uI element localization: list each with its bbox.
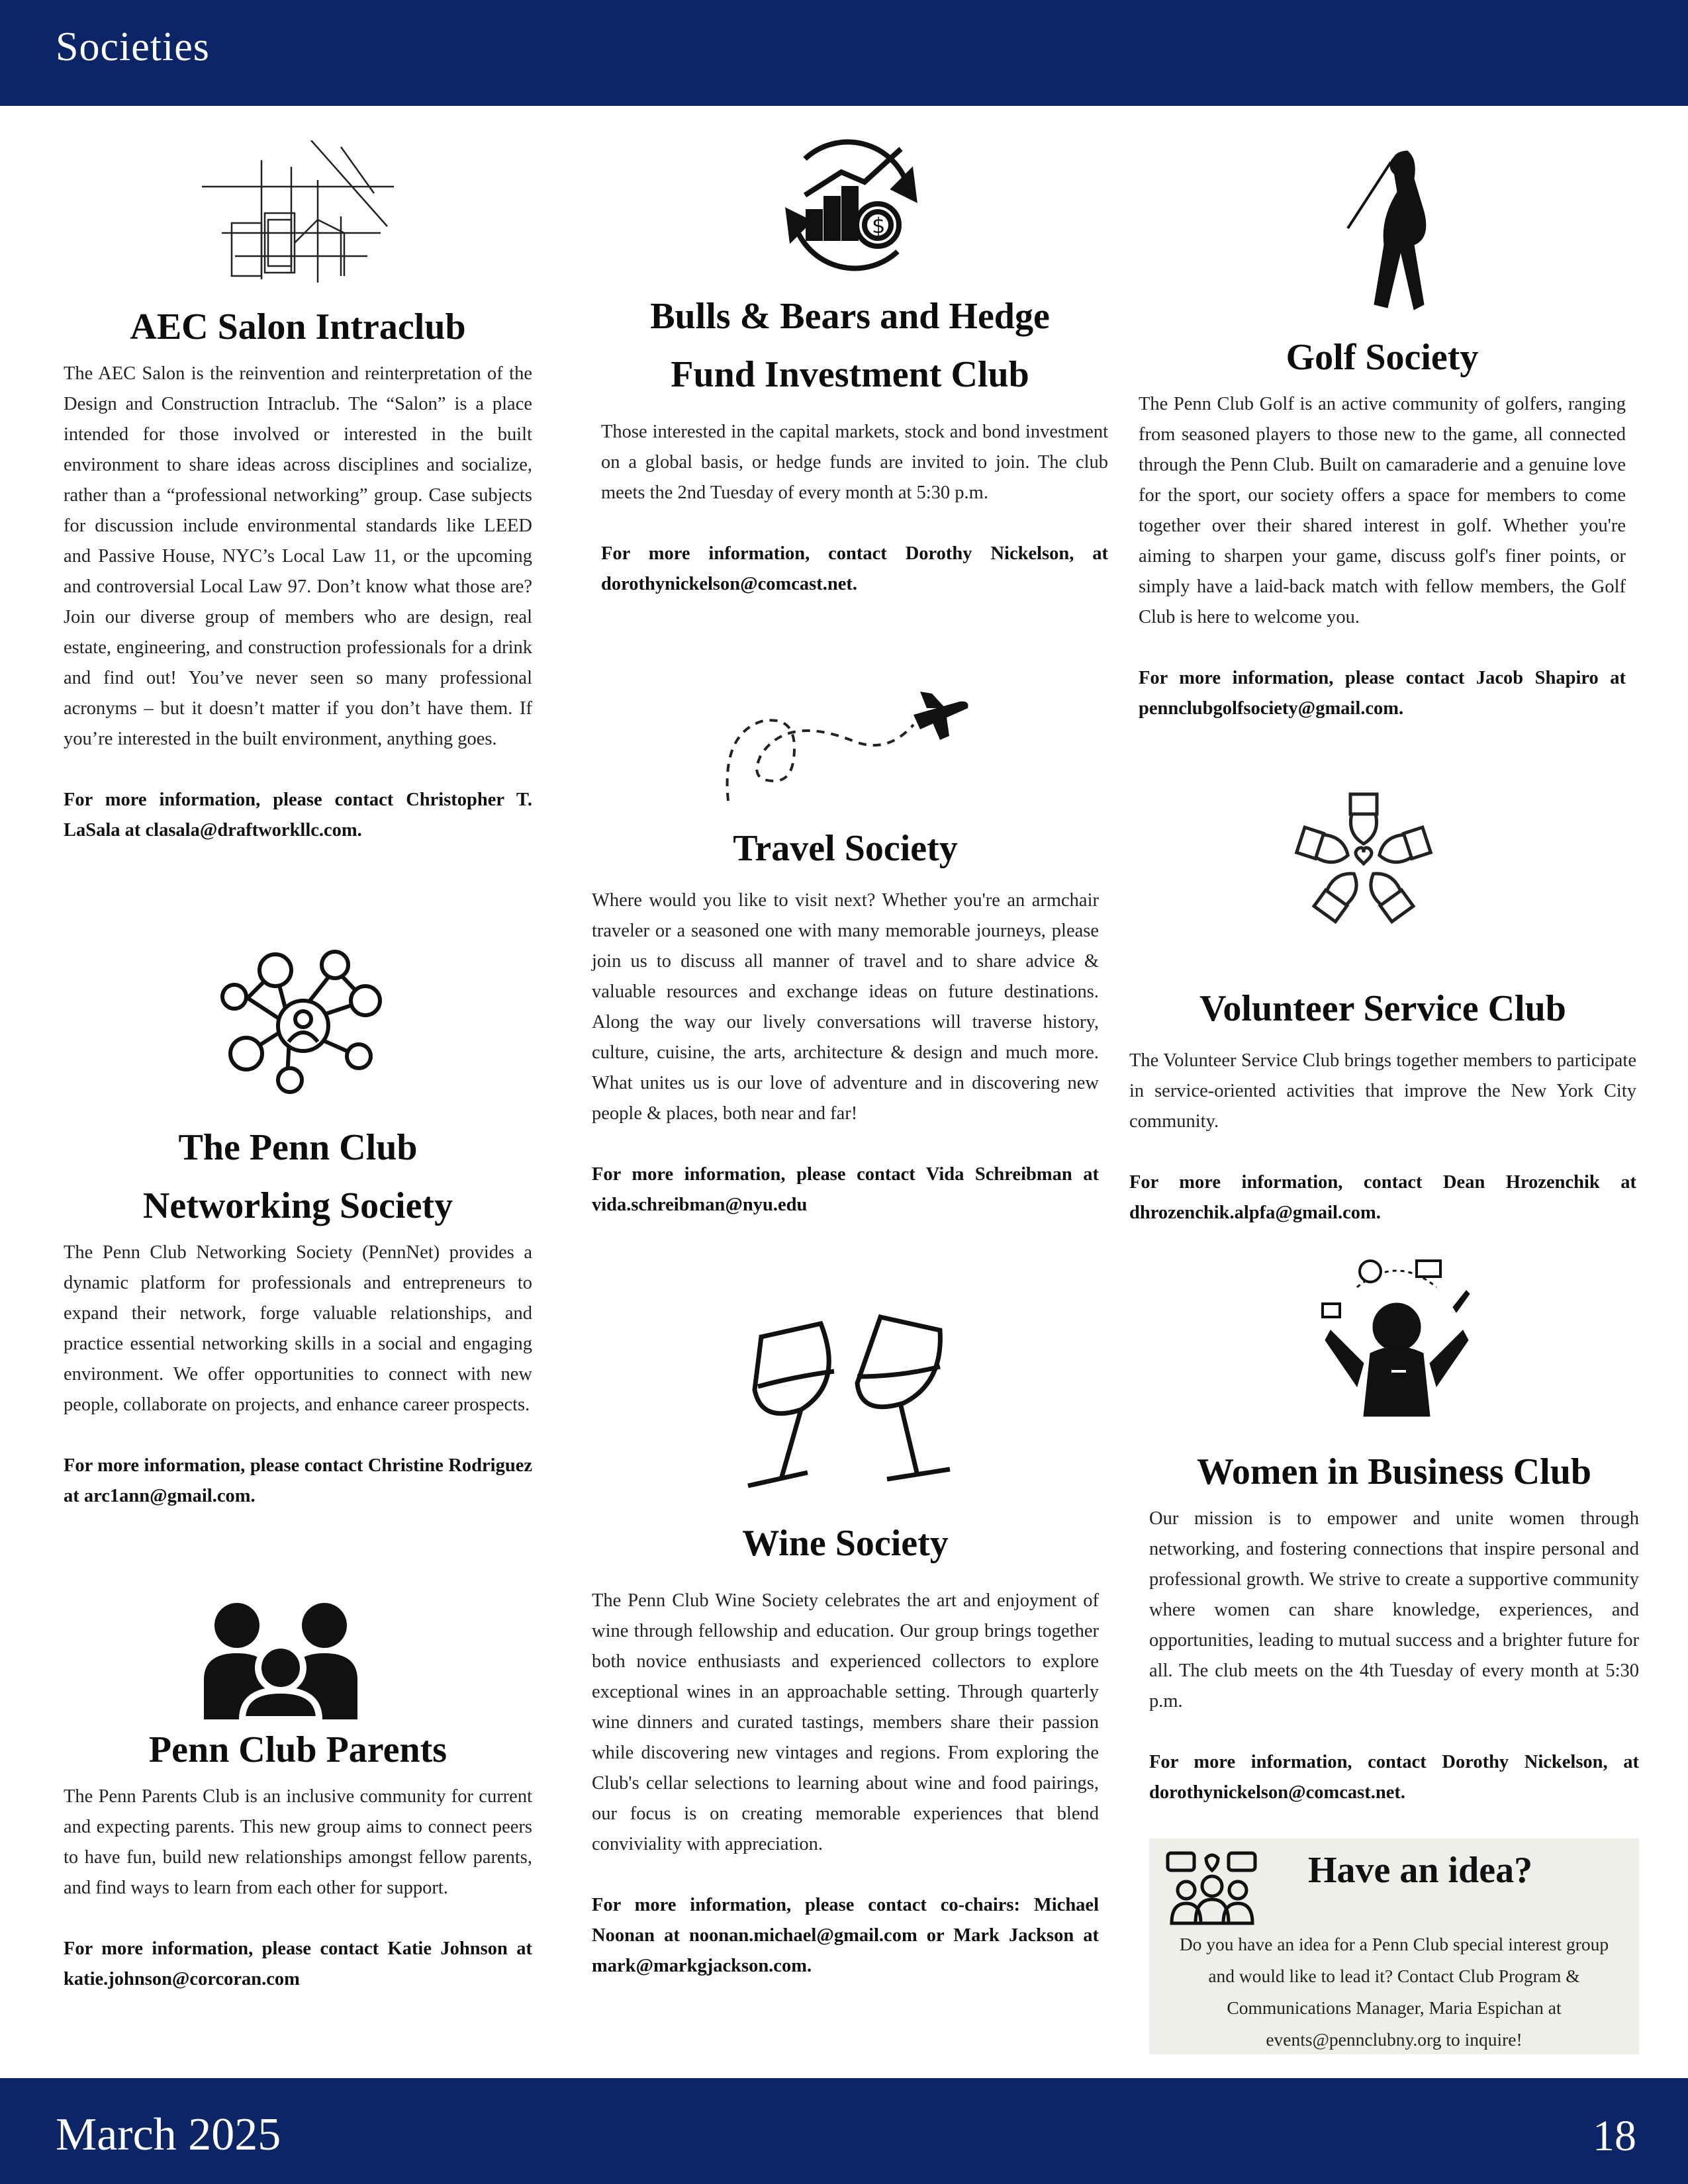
- club-contact: For more information, contact Dean Hrozenchik at dhrozenchik.alpfa@gmail.com.: [1129, 1172, 1636, 1223]
- hands-together-icon: [1284, 781, 1443, 940]
- club-contact: For more information, contact Dorothy Nickelson, at dorothynickelson@comcast.net.: [1149, 1752, 1639, 1803]
- club-contact: For more information, please contact Vida Schreibman at vida.schreibman@nyu.edu: [592, 1164, 1099, 1215]
- chat-group-icon: [1162, 1849, 1262, 1929]
- club-contact: For more information, please contact co-chairs: Michael Noonan at noonan.michael@gmail.com or Mark Jackson at mark@markgjackson.com.: [592, 1895, 1099, 1976]
- svg-text:$: $: [872, 213, 886, 238]
- club-wine: [592, 1514, 1099, 1981]
- club-description: The Penn Club Wine Society celebrates the art and enjoyment of wine through fellowship and education. Our group brings together both novice enthusiasts and experienced collectors to explore exceptional wines in an approachable setting. Through quarterly wine dinners and curated tastings, members share their passion while discovering new vintages and regions. From exploring the Club's cellar selections to learning about wine and food pairings, our focus is on creating memorable experiences that blend conviviality with appreciation.: [592, 1590, 1099, 1854]
- club-description: The Penn Club Networking Society (PennNet) provides a dynamic platform for professionals and entrepreneurs to expand their network, forge valuable relationships, and practice essential networking skills in a social and engaging environment. We offer opportunities to connect with new people, collaborate on projects, and enhance career prospects.: [64, 1242, 532, 1415]
- club-networking: [64, 1118, 532, 1512]
- wine-glasses-icon: [722, 1310, 966, 1502]
- club-description: The Volunteer Service Club brings together members to participate in service-oriented activities that improve the New York City community.: [1129, 1050, 1636, 1132]
- club-parents: [64, 1721, 532, 1995]
- club-title-line2: Networking Society: [142, 1185, 453, 1226]
- golfer-icon: [1335, 146, 1447, 324]
- club-title: Women in Business Club: [1197, 1451, 1591, 1492]
- page-header: [0, 0, 1688, 106]
- club-description: The Penn Parents Club is an inclusive community for current and expecting parents. This new group aims to connect peers to have fun, build new relationships amongst fellow parents, and find ways to learn from each other for support.: [64, 1786, 532, 1898]
- club-title-line1: Bulls & Bears and Hedge: [650, 296, 1050, 337]
- issue-date: March 2025: [56, 2109, 281, 2160]
- club-contact: For more information, please contact Christine Rodriguez at arc1ann@gmail.com.: [64, 1455, 532, 1506]
- club-title: Golf Society: [1286, 337, 1479, 378]
- club-description: Those interested in the capital markets, stock and bond investment on a global basis, or hedge funds are invited to join. The club meets the 2nd Tuesday of every month at 5:30 p.m.: [601, 422, 1108, 503]
- club-contact: For more information, contact Dorothy Nickelson, at dorothynickelson@comcast.net.: [601, 543, 1108, 594]
- club-contact: For more information, please contact Katie Johnson at katie.johnson@corcoran.com: [64, 1938, 532, 1989]
- section-title: Societies: [56, 24, 210, 69]
- club-aec: [64, 298, 532, 846]
- family-icon: [204, 1602, 357, 1719]
- club-description: Where would you like to visit next? Whether you're an armchair traveler or a seasoned one with many memorable journeys, please join us to discuss all manner of travel and to share advice & valuable resources and exchange ideas on future destinations. Along the way our lively conversations will traverse history, culture, cuisine, the arts, architecture & design and much more. What unites us is our love of adventure and in discovering new people & places, both near and far!: [592, 890, 1099, 1124]
- club-description: Our mission is to empower and unite women through networking, and fostering connections that inspire personal and professional growth. We strive to create a supportive community where women can share knowledge, experiences, and opportunities, leading to mutual success and a brighter future for all. The club meets on the 4th Tuesday of every month at 5:30 p.m.: [1149, 1508, 1639, 1711]
- investment-growth-icon: [778, 132, 924, 278]
- have-an-idea-box: [1149, 1839, 1639, 2054]
- page-number: 18: [1593, 2112, 1636, 2160]
- club-contact: For more information, please contact Christopher T. LaSala at clasala@draftworkllc.com.: [64, 790, 532, 841]
- airplane-path-icon: [722, 688, 973, 807]
- club-title-line2: Fund Investment Club: [671, 354, 1029, 395]
- club-title: Travel Society: [733, 828, 958, 869]
- people-network-icon: [217, 945, 387, 1099]
- club-volunteer: [1129, 979, 1636, 1228]
- club-travel: [592, 819, 1099, 1220]
- club-title: Penn Club Parents: [148, 1729, 447, 1770]
- club-title: Volunteer Service Club: [1199, 988, 1566, 1029]
- club-title: AEC Salon Intraclub: [130, 306, 466, 347]
- club-description: The Penn Club Golf is an active community of golfers, ranging from seasoned players to those new to the game, all connected through the Penn Club. Built on camaraderie and a genuine love for the sport, our society offers a space for members to come together over their shared interest in golf. Whether you're aiming to sharpen your game, discuss golf's finer points, or simply have a laid-back match with fellow members, the Golf Club is here to welcome you.: [1139, 394, 1626, 627]
- club-bulls-bears: [592, 287, 1108, 600]
- architecture-sketch-icon: [202, 140, 394, 286]
- club-title: Wine Society: [742, 1523, 949, 1564]
- club-women-business: [1149, 1443, 1639, 1808]
- page-footer: [0, 2078, 1688, 2184]
- businesswoman-icon: [1317, 1254, 1476, 1430]
- club-contact: For more information, please contact Jacob Shapiro at pennclubgolfsociety@gmail.com.: [1139, 668, 1626, 719]
- club-title-line1: The Penn Club: [178, 1127, 418, 1168]
- club-description: The AEC Salon is the reinvention and reinterpretation of the Design and Construction Intraclub. The “Salon” is a place intended for those involved or interested in the built environment to share ideas across disciplines and socialize, rather than a “professional networking” group. Case subjects for discussion include environmental standards like LEED and Passive House, NYC’s Local Law 11, or the upcoming and controversial Local Law 97. Don’t know what those are? Join our diverse group of members who are design, real estate, engineering, and construction professionals for a drink and find out! You’ve never seen so many professional acronyms – but it doesn’t matter if you don’t have them. If you’re interested in the built environment, anything goes.: [64, 363, 532, 749]
- club-golf: [1139, 328, 1626, 724]
- idea-title: Have an idea?: [1308, 1850, 1533, 1891]
- idea-description: Do you have an idea for a Penn Club special interest group and would like to lead it? Contact Club Program & Communications Manager, Maria Espichan at events@pennclubny.org to inquire!: [1179, 1934, 1609, 2050]
